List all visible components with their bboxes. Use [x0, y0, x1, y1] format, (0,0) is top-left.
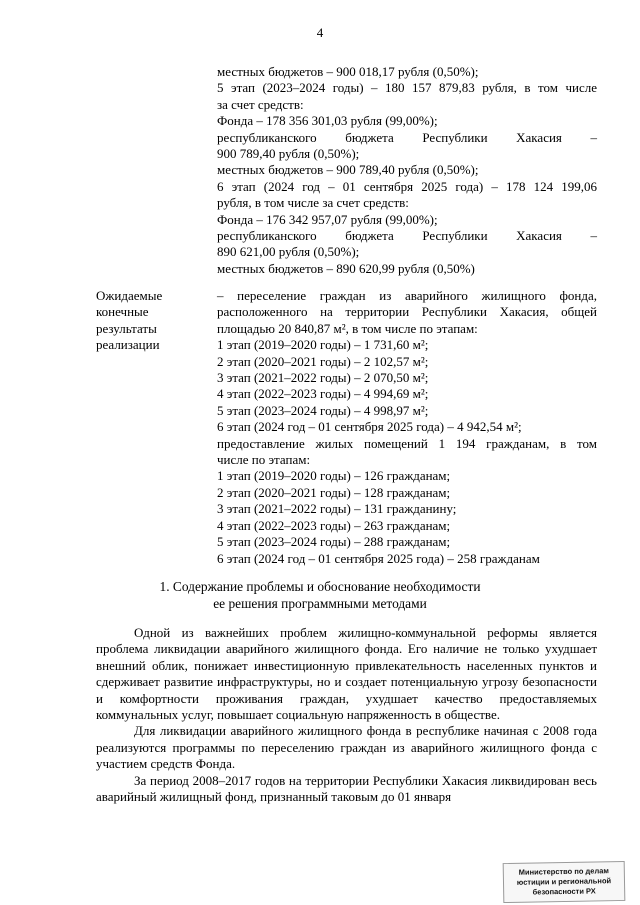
result-line: 3 этап (2021–2022 годы) – 131 гражданину; — [217, 501, 457, 517]
section-heading-line: ее решения программными методами — [213, 596, 427, 611]
result-line: числе по этапам: — [217, 452, 311, 468]
funding-line: республиканского бюджета Республики Хакасия – — [217, 228, 597, 244]
result-line: предоставление жилых помещений 1 194 гражданам, в том — [217, 435, 597, 451]
stamp-line: юстиции и региональной — [516, 876, 612, 887]
funding-line: Фонда – 178 356 301,03 рубля (99,00%); — [217, 113, 438, 129]
result-line: 2 этап (2020–2021 годы) – 128 гражданам; — [217, 484, 451, 500]
section-heading — [0, 578, 640, 612]
label-line: результаты — [96, 320, 157, 336]
funding-line: местных бюджетов – 890 620,99 рубля (0,50%) — [217, 260, 475, 276]
result-line: 6 этап (2024 год – 01 сентября 2025 года) – 4 942,54 м²; — [217, 419, 522, 435]
result-line: 6 этап (2024 год – 01 сентября 2025 года) – 258 гражданам — [217, 550, 540, 566]
funding-line: местных бюджетов – 900 018,17 рубля (0,50%); — [217, 64, 479, 79]
paragraph: Одной из важнейших проблем жилищно-коммунальной реформы является проблема ликвидации аварийного жилищного фонда. Его наличие не только ухудшает внешний облик, понижает инвестиционную привлекательность населенных пунктов и сдерживает развитие инфраструктуры, но и создает потенциальную угрозу безопасности и комфортности проживания граждан, ухудшает качество предоставляемых коммунальных услуг, повышает социальную напряженность в обществе. — [96, 625, 597, 723]
funding-line: 6 этап (2024 год – 01 сентября 2025 года) – 178 124 199,06 — [217, 178, 597, 194]
funding-line: республиканского бюджета Республики Хакасия – — [217, 129, 597, 145]
label-line: Ожидаемые — [96, 288, 163, 303]
funding-line: за счет средств: — [217, 96, 304, 112]
result-line: 5 этап (2023–2024 годы) – 4 998,97 м²; — [217, 402, 429, 418]
page-number: 4 — [316, 25, 324, 40]
stamp-line: безопасности РХ — [532, 886, 596, 897]
paragraph: Для ликвидации аварийного жилищного фонда в республике начиная с 2008 года реализуются программы по переселению граждан из аварийного жилищного фонда с участием средств Фонда. — [96, 723, 597, 772]
funding-line: рубля, в том числе за счет средств: — [217, 195, 409, 211]
result-line: 4 этап (2022–2023 годы) – 4 994,69 м²; — [217, 386, 429, 402]
expected-results-label — [96, 288, 211, 354]
funding-line: Фонда – 176 342 957,07 рубля (99,00%); — [217, 211, 438, 227]
result-line: 2 этап (2020–2021 годы) – 2 102,57 м²; — [217, 353, 429, 369]
funding-line: 890 621,00 рубля (0,50%); — [217, 244, 360, 260]
result-line: – переселение граждан из аварийного жилищного фонда, — [217, 288, 597, 303]
section-body — [96, 625, 597, 805]
expected-results — [217, 288, 597, 567]
result-line: площадью 20 840,87 м², в том числе по этапам: — [217, 320, 478, 336]
funding-line: местных бюджетов – 900 789,40 рубля (0,50%); — [217, 162, 479, 178]
result-line: 5 этап (2023–2024 годы) – 288 гражданам; — [217, 534, 451, 550]
paragraph: За период 2008–2017 годов на территории Республики Хакасия ликвидирован весь аварийный жилищный фонд, признанный таковым до 01 января — [96, 772, 597, 805]
result-line: 3 этап (2021–2022 годы) – 2 070,50 м²; — [217, 370, 429, 386]
label-line: конечные — [96, 304, 149, 320]
funding-continuation — [217, 64, 597, 277]
result-line: 1 этап (2019–2020 годы) – 1 731,60 м²; — [217, 337, 429, 353]
funding-line: 5 этап (2023–2024 годы) – 180 157 879,83 рубля, в том числе — [217, 80, 597, 96]
section-heading-line: 1. Содержание проблемы и обоснование необходимости — [159, 579, 481, 594]
ministry-stamp — [503, 861, 626, 903]
label-line: реализации — [96, 337, 160, 353]
result-line: 4 этап (2022–2023 годы) – 263 гражданам; — [217, 517, 451, 533]
result-line: расположенного на территории Республики Хакасия, общей — [217, 304, 597, 320]
stamp-line: Министерство по делам — [518, 866, 609, 877]
result-line: 1 этап (2019–2020 годы) – 126 гражданам; — [217, 468, 451, 484]
funding-line: 900 789,40 рубля (0,50%); — [217, 146, 360, 162]
